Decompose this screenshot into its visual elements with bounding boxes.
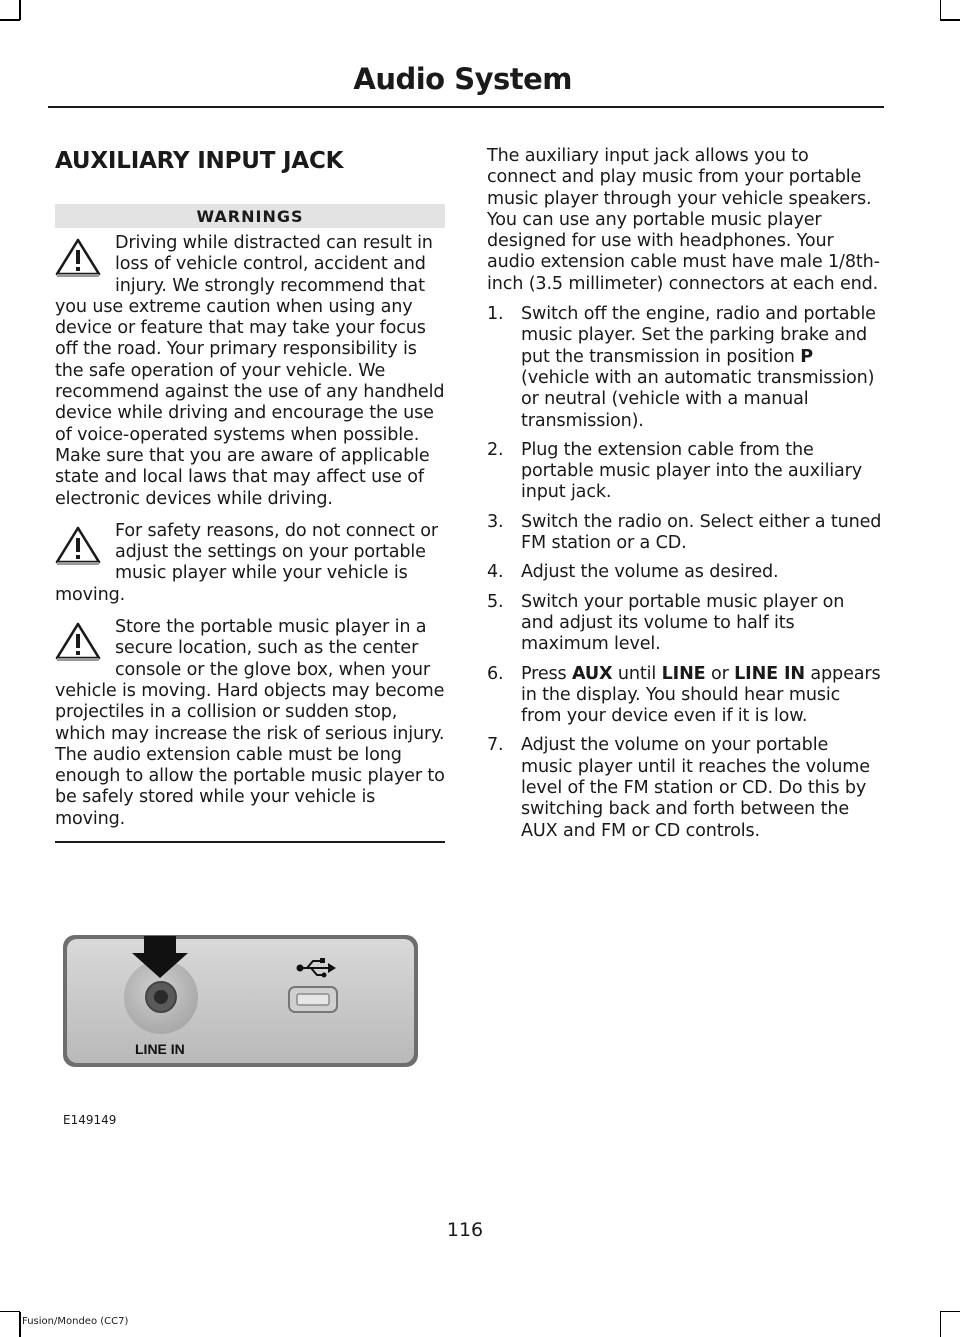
warnings-header: WARNINGS <box>55 204 445 228</box>
step-number: 4. <box>487 562 504 583</box>
position-p: P <box>800 346 813 367</box>
footer-model: Fusion/Mondeo (CC7) <box>22 1316 129 1327</box>
figure-code: E149149 <box>63 1113 117 1127</box>
list-item: 5. Switch your portable music player on and adjust its volume to half its maximum level. <box>487 591 845 655</box>
warning-block <box>55 521 445 606</box>
crop-mark <box>940 1311 960 1313</box>
list-item: 3. Switch the radio on. Select either a tuned FM station or a CD. <box>487 511 882 554</box>
section-title: AUXILIARY INPUT JACK <box>55 148 344 174</box>
left-column <box>55 148 445 843</box>
usb-port <box>289 987 337 1012</box>
list-item: 2. Plug the extension cable from the portable music player into the auxiliary input jack. <box>487 439 863 503</box>
step-number: 2. <box>487 439 504 460</box>
step-number: 3. <box>487 511 504 532</box>
step-number: 7. <box>487 735 504 756</box>
crop-mark <box>0 19 20 21</box>
crop-mark <box>940 0 942 20</box>
section-rule <box>55 841 445 843</box>
right-column <box>487 146 882 850</box>
header-rule <box>48 106 884 108</box>
step-number: 1. <box>487 304 504 325</box>
line-in-label: LINE IN <box>135 1041 185 1057</box>
crop-mark <box>940 1312 942 1337</box>
step-number: 6. <box>487 663 504 684</box>
page-number: 116 <box>446 1219 484 1241</box>
page-header-title: Audio System <box>353 62 572 96</box>
warning-triangle-icon <box>55 237 101 277</box>
warning-text: For safety reasons, do not connect or adjust the settings on your portable music player while your vehicle is moving. <box>55 520 438 605</box>
warning-block <box>55 233 445 510</box>
list-item: 6. Press AUX until LINE or LINE IN appears in the display. You should hear music from your device even if it is low. <box>487 663 881 727</box>
crop-mark <box>940 19 960 21</box>
steps-list <box>487 304 882 842</box>
list-item: 1. Switch off the engine, radio and portable music player. Set the parking brake and put the transmission in position P (vehicle with an automatic transmission) or neutral (vehicle with a manual transmission). <box>487 304 876 431</box>
step-number: 5. <box>487 591 504 612</box>
crop-mark <box>19 1312 21 1337</box>
warning-text: Driving while distracted can result in loss of vehicle control, accident and injury. We strongly recommend that you use extreme caution when using any device or feature that may take your focus off the road. Your primary responsibility is the safe operation of your vehicle. We recommend against the use of any handheld device while driving and encourage the use of voice-operated systems when possible. Make sure that you are aware of applicable state and local laws that may affect use of electronic devices while driving. <box>55 233 445 509</box>
warning-triangle-icon <box>55 621 101 661</box>
aux-jack-figure <box>60 930 422 1072</box>
intro-paragraph: The auxiliary input jack allows you to connect and play music from your portable music player through your vehicle speakers. You can use any portable music player designed for use with headphones. Your audio extension cable must have male 1/8th-inch (3.5 millimeter) connectors at each end. <box>487 146 880 294</box>
list-item: 7. Adjust the volume on your portable music player until it reaches the volume level of the FM station or CD. Do this by switching back and forth between the AUX and FM or CD controls. <box>487 735 870 841</box>
warning-triangle-icon <box>55 525 101 565</box>
warning-text: Store the portable music player in a secure location, such as the center console or the glove box, when your vehicle is moving. Hard objects may become projectiles in a collision or sudden stop, which may increase the risk of serious injury. The audio extension cable must be long enough to allow the portable music player to be safely stored while your vehicle is moving. <box>55 617 445 829</box>
list-item: 4. Adjust the volume as desired. <box>487 562 779 583</box>
warning-block <box>55 617 445 830</box>
crop-mark <box>0 1311 20 1313</box>
crop-mark <box>19 0 21 20</box>
